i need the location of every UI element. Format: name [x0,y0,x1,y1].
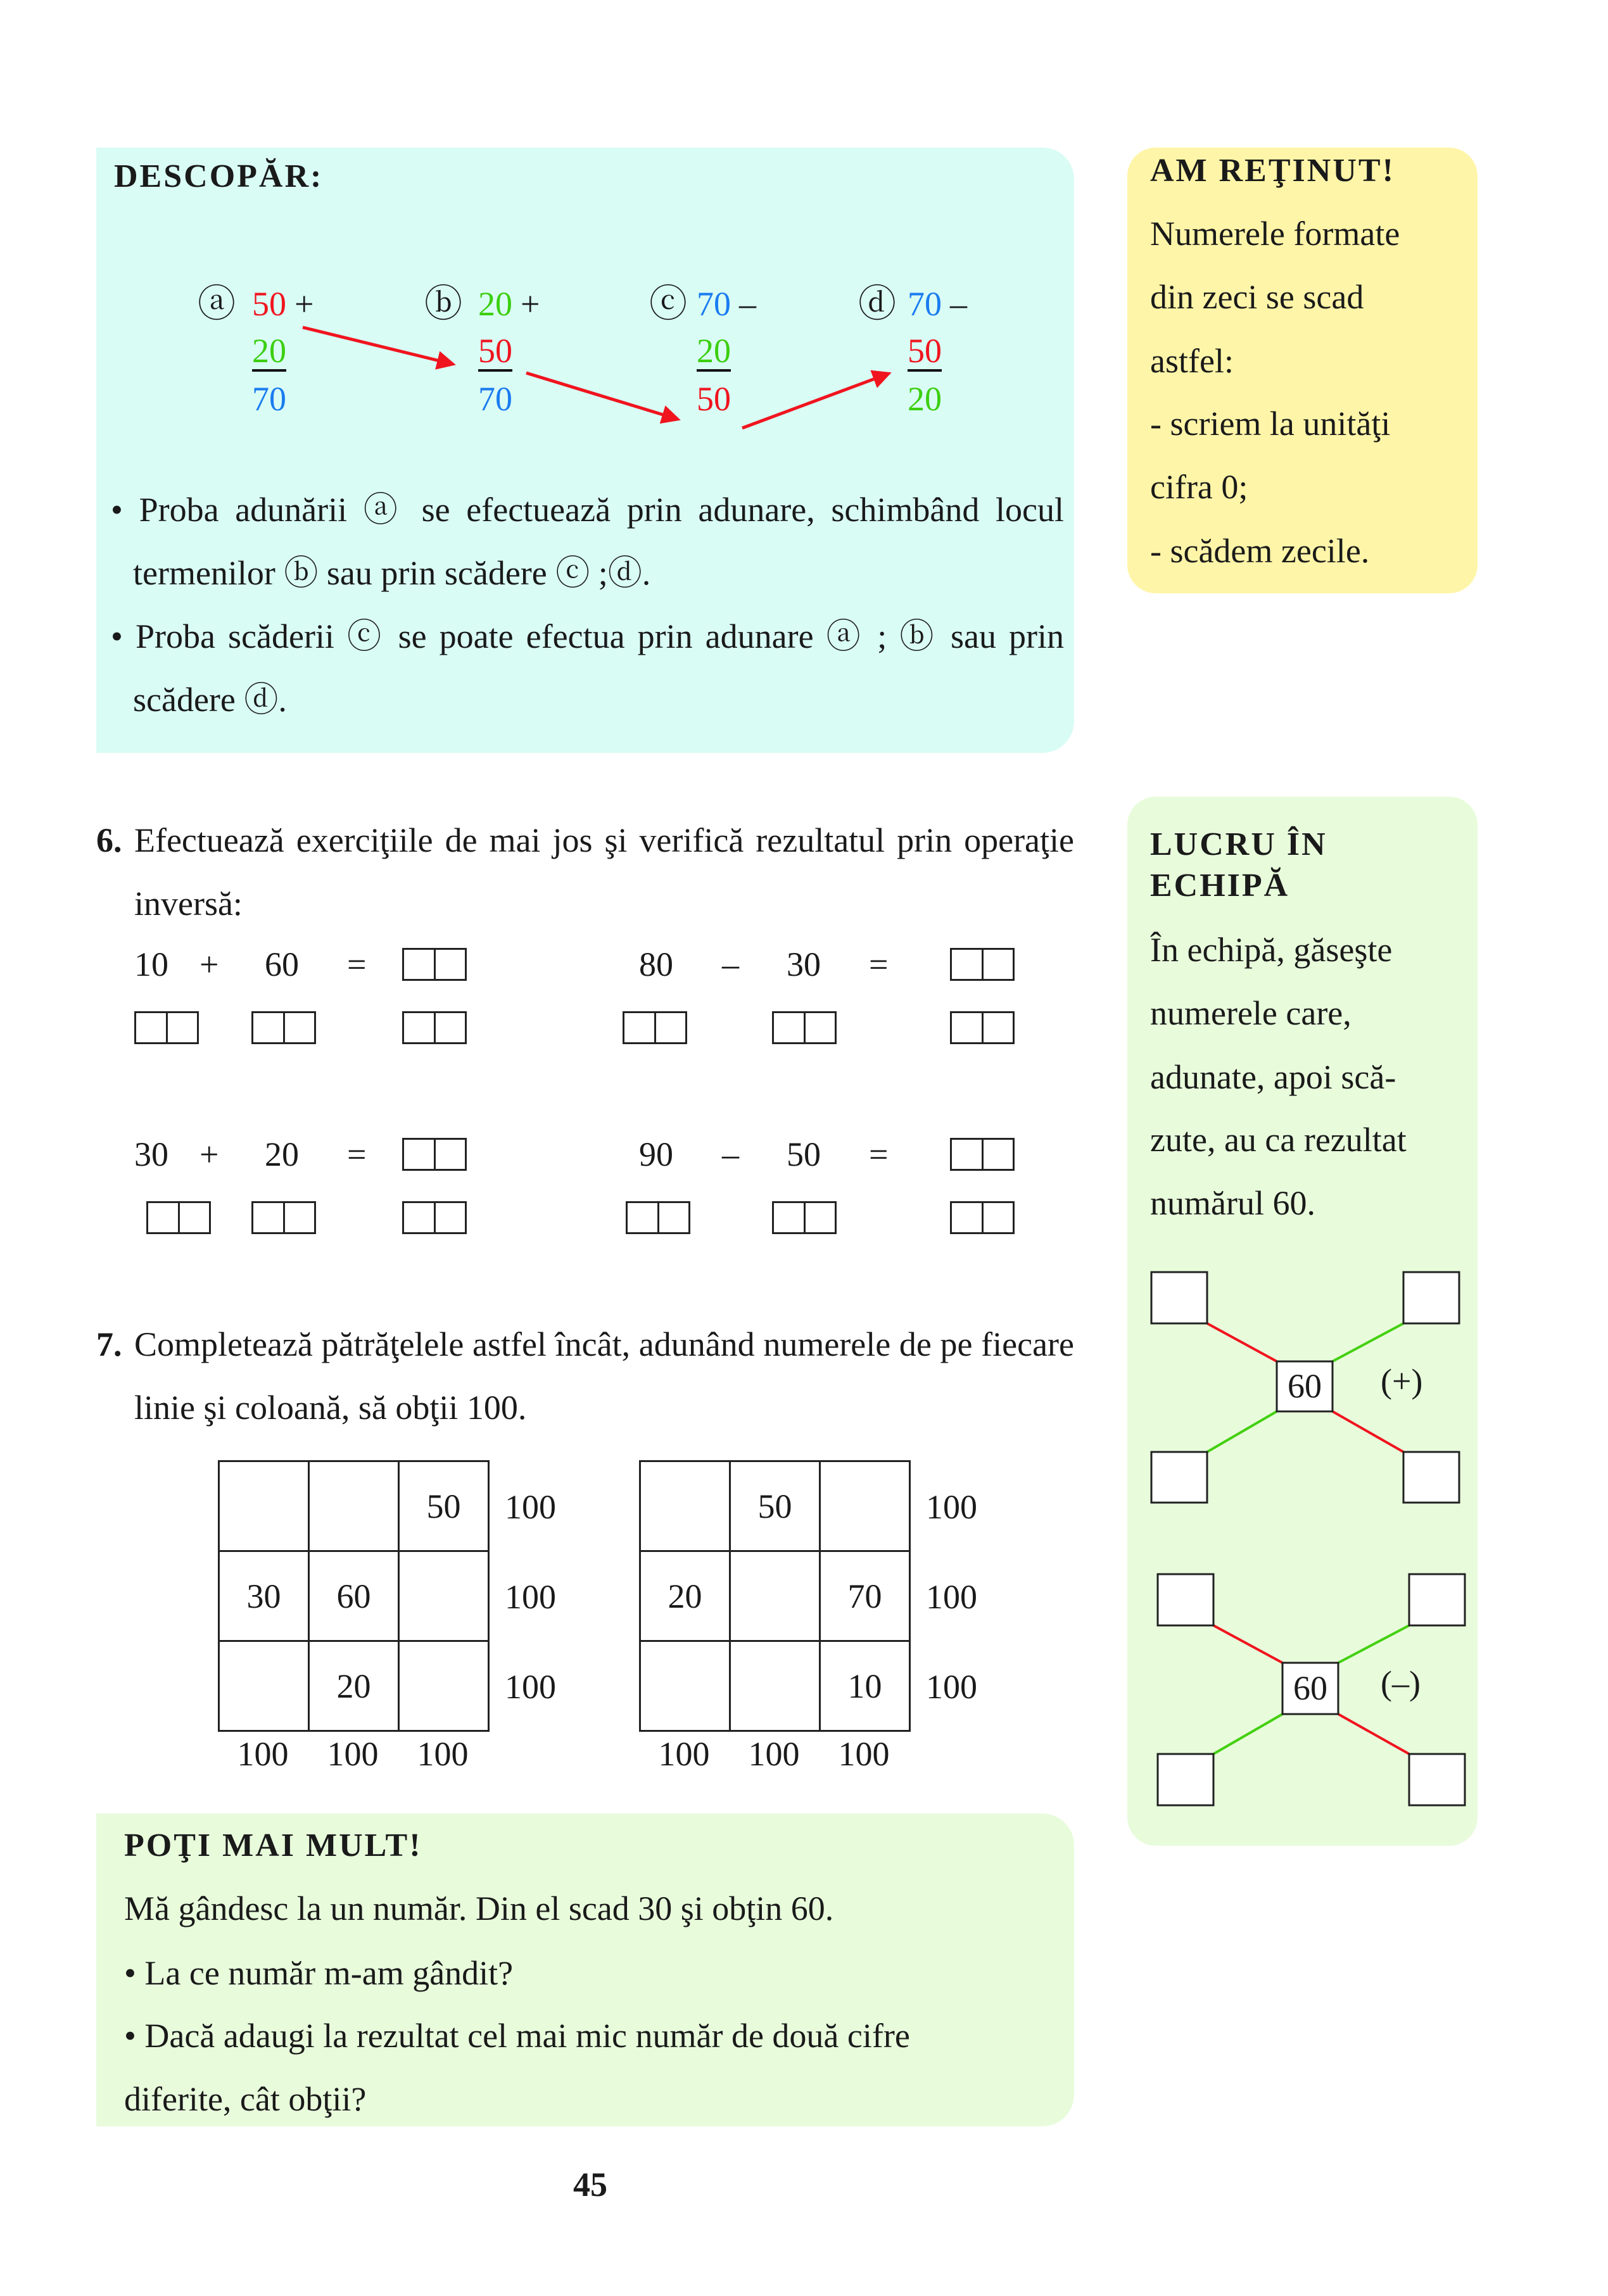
lucru-title-line-2: ECHIPĂ [1150,867,1290,904]
lucru-line: În echipă, găseşte [1150,931,1393,969]
operand: 50 [478,332,512,372]
row-total: 100 [926,1578,977,1616]
minus-label: (–) [1381,1664,1421,1702]
row-total: 100 [505,1578,556,1616]
check-digit-box[interactable] [950,1011,1015,1044]
equals: = [869,1135,889,1173]
answer-box [1409,1754,1465,1805]
center-number: 60 [1293,1669,1327,1707]
row-total: 100 [926,1668,977,1706]
plus-label: (+) [1381,1362,1423,1400]
grid-cell[interactable] [640,1461,730,1551]
connector-red [1207,1323,1277,1361]
arrow-c-to-d [742,374,889,428]
exercise-7-number: 7. [96,1325,122,1363]
connector-red [1333,1411,1403,1452]
answer-box [1158,1754,1213,1805]
answer-box [1409,1574,1465,1625]
poti-line: • La ce număr m-am gândit? [124,1954,514,1992]
operator: – [722,945,739,983]
grid-cell[interactable] [399,1551,489,1641]
retinut-line: - scriem la unităţi [1150,405,1391,443]
lucru-line: adunate, apoi scă- [1150,1058,1396,1096]
bullet-proba-adunarii: • Proba adunării ⓐ se efectuează prin adunare, schimbând locul termenilor ⓑ sau prin scădere ⓒ ;ⓓ. [111,491,1064,592]
grid-cell[interactable] [219,1641,309,1731]
check-digit-box[interactable] [623,1011,687,1044]
lucru-line: numerele care, [1150,994,1352,1032]
grid-cell[interactable]: 70 [820,1551,910,1641]
exercise-7-instructions: Completează pătrăţelele astfel încât, adunând numerele de pe fiecare linie şi coloană, să obţii 100. [134,1325,1074,1427]
grid-cell[interactable] [309,1461,399,1551]
answer-box [1151,1452,1207,1503]
check-digit-box[interactable] [626,1201,690,1234]
grid-cell[interactable] [820,1461,910,1551]
operand: 90 [639,1135,673,1173]
check-digit-box[interactable] [251,1011,316,1044]
answer-digit-box[interactable] [402,948,467,981]
check-digit-box[interactable] [772,1201,837,1234]
column-total: 100 [748,1735,800,1773]
retinut-line: cifra 0; [1150,468,1248,506]
circled-d-label: ⓓ [858,283,896,325]
column-total: 100 [237,1735,289,1773]
column-total: 100 [838,1735,890,1773]
result: 20 [908,380,942,418]
operator: + [521,285,540,323]
row-total: 100 [505,1668,556,1706]
operand: 30 [134,1135,168,1173]
check-digit-box[interactable] [950,1201,1015,1234]
equals: = [347,945,367,983]
center-number: 60 [1288,1367,1322,1405]
magic-grid-2 [639,1460,911,1732]
answer-digit-box[interactable] [950,948,1015,981]
operand: 20 [252,332,286,372]
magic-grid-1 [218,1460,490,1732]
column-total: 100 [327,1735,379,1773]
grid-cell[interactable] [399,1641,489,1731]
connector-green [1207,1411,1277,1452]
operator: + [294,285,314,323]
row-total: 100 [926,1488,977,1526]
lucru-title-line-1: LUCRU ÎN [1150,826,1327,862]
retinut-line: - scădem zecile. [1150,532,1370,570]
answer-box [1403,1452,1459,1503]
equals: = [347,1135,367,1173]
lucru-line: zute, au ca rezultat [1150,1121,1407,1159]
page-number: 45 [573,2166,607,2204]
connector-green [1333,1323,1403,1361]
operand: 70 [697,285,731,323]
operand: 70 [908,285,942,323]
poti-line: • Dacă adaugi la rezultat cel mai mic număr de două cifre diferite, cât obţii? [124,2017,910,2118]
equals: = [869,945,889,983]
circled-a-label: ⓐ [198,283,236,325]
answer-box [1151,1272,1207,1323]
descopar-title: DESCOPĂR: [114,158,324,194]
operand: 60 [265,945,299,983]
connector-green [1338,1625,1409,1663]
retinut-line: din zeci se scad [1150,278,1364,316]
grid-cell[interactable]: 20 [309,1641,399,1731]
connector-red [1338,1714,1409,1754]
operator: – [722,1135,739,1173]
grid-cell[interactable] [640,1641,730,1731]
grid-cell[interactable]: 30 [219,1551,309,1641]
column-total: 100 [417,1735,469,1773]
row-total: 100 [505,1488,556,1526]
retinut-line: astfel: [1150,342,1234,380]
check-digit-box[interactable] [146,1201,211,1234]
connector-green [1213,1714,1282,1754]
connector-red [1213,1625,1282,1663]
grid-cell[interactable] [219,1461,309,1551]
operand: 50 [787,1135,821,1173]
operand: 80 [639,945,673,983]
grid-cell[interactable]: 50 [399,1461,489,1551]
grid-cell[interactable]: 10 [820,1641,910,1731]
operand: 30 [787,945,821,983]
am-retinut-title: AM REŢINUT! [1150,153,1395,189]
arrow-b-to-c [526,373,678,419]
result: 70 [252,380,286,418]
grid-cell[interactable]: 60 [309,1551,399,1641]
answer-box [1158,1574,1213,1625]
operator: – [950,285,967,323]
operator: + [199,1135,219,1173]
grid-cell[interactable] [730,1551,820,1641]
result: 50 [697,380,731,418]
arrow-a-to-b [303,327,453,364]
check-digit-box[interactable] [772,1011,837,1044]
operand: 50 [252,285,286,323]
poti-mai-mult-title: POŢI MAI MULT! [124,1827,422,1864]
check-digit-box[interactable] [402,1201,467,1234]
retinut-line: Numerele formate [1150,215,1400,253]
answer-box [1403,1272,1459,1323]
operator: – [739,285,756,323]
operand: 50 [908,332,942,372]
grid-cell[interactable]: 20 [640,1551,730,1641]
result: 70 [478,380,512,418]
poti-line: Mă gândesc la un număr. Din el scad 30 şi obţin 60. [124,1889,834,1927]
exercise-6-number: 6. [96,821,122,859]
circled-b-label: ⓑ [424,283,462,325]
exercise-6-instructions: Efectuează exerciţiile de mai jos şi verifică rezultatul prin operaţie inversă: [134,821,1074,923]
bullet-proba-scaderii: • Proba scăderii ⓒ se poate efectua prin adunare ⓐ ; ⓑ sau prin scădere ⓓ. [111,617,1064,719]
column-total: 100 [658,1735,710,1773]
grid-cell[interactable]: 50 [730,1461,820,1551]
operator: + [199,945,219,983]
lucru-line: numărul 60. [1150,1184,1315,1222]
check-digit-box[interactable] [402,1011,467,1044]
operand: 20 [265,1135,299,1173]
check-digit-box[interactable] [134,1011,199,1044]
operand: 10 [134,945,168,983]
circled-c-label: ⓒ [649,283,687,325]
operand: 20 [478,285,512,323]
answer-digit-box[interactable] [402,1138,467,1171]
check-digit-box[interactable] [251,1201,316,1234]
grid-cell[interactable] [730,1641,820,1731]
answer-digit-box[interactable] [950,1138,1015,1171]
operand: 20 [697,332,731,372]
